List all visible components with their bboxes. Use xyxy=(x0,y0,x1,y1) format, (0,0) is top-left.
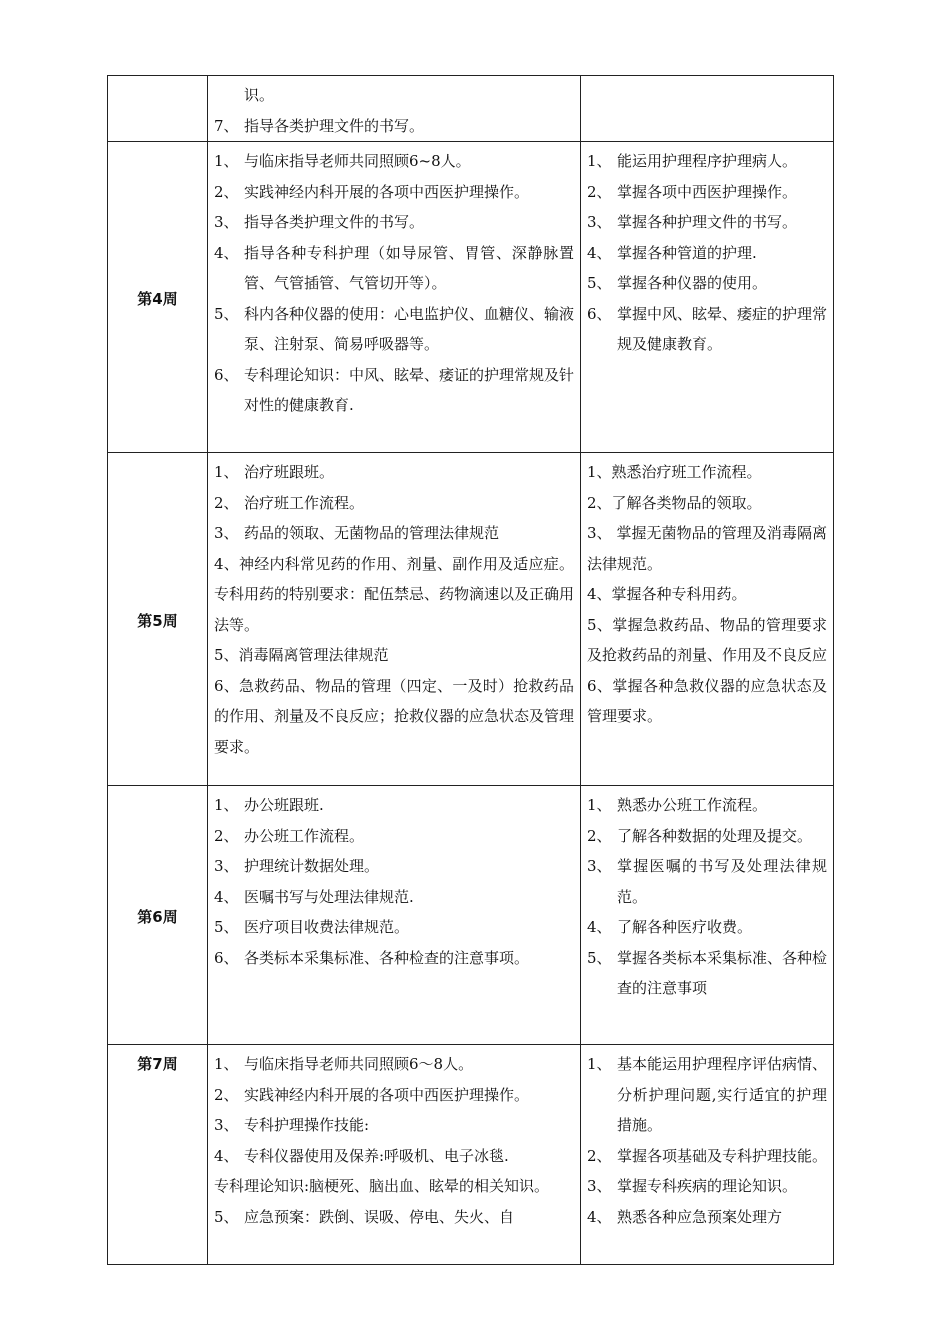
goal-line xyxy=(587,1141,827,1172)
line-text: 护理统计数据处理。 xyxy=(244,857,380,875)
line-number: 3、 xyxy=(214,213,239,231)
goal-cell xyxy=(581,142,834,453)
line-text: 医嘱书写与处理法律规范. xyxy=(244,887,414,906)
goal-cell xyxy=(581,76,834,142)
goal-line xyxy=(587,177,827,208)
goal-line xyxy=(587,268,827,299)
line-text: 科内各种仪器的使用：心电监护仪、血糖仪、输液泵、注射泵、简易呼吸器等。 xyxy=(244,304,575,353)
line-text: 掌握各项基础及专科护理技能。 xyxy=(617,1146,828,1165)
line-text: 掌握医嘱的书写及处理法律规范。 xyxy=(617,857,827,906)
line-number: 1、 xyxy=(214,463,239,481)
line-number: 2、 xyxy=(587,1146,612,1165)
goal-line xyxy=(587,1049,827,1141)
line-text: 了解各种医疗收费。 xyxy=(617,918,753,936)
line-number: 3、 xyxy=(587,857,612,875)
line-number: 1、 xyxy=(587,796,612,814)
line-text: 指导各类护理文件的书写。 xyxy=(244,213,425,231)
line-number: 4、 xyxy=(587,1207,612,1226)
content-line xyxy=(214,1080,574,1111)
goal-line xyxy=(587,610,827,671)
content-line xyxy=(214,821,574,852)
line-text: 办公班跟班. xyxy=(244,796,324,814)
table-row xyxy=(108,76,834,142)
content-cell xyxy=(208,76,581,142)
content-line xyxy=(214,640,574,671)
week-cell xyxy=(108,76,208,142)
content-line xyxy=(214,1171,574,1202)
goal-line xyxy=(587,790,827,821)
line-text: 掌握各种护理文件的书写。 xyxy=(617,213,798,231)
goal-line xyxy=(587,943,827,1004)
line-number: 4、 xyxy=(587,918,612,936)
goal-line xyxy=(587,457,827,488)
content-line xyxy=(214,671,574,763)
goal-cell xyxy=(581,786,834,1045)
line-text: 5、消毒隔离管理法律规范 xyxy=(214,646,389,664)
content-line xyxy=(214,851,574,882)
goal-cell xyxy=(581,453,834,786)
line-number: 3、 xyxy=(214,857,239,875)
line-text: 能运用护理程序护理病人。 xyxy=(617,152,798,170)
goal-line xyxy=(587,1171,827,1202)
line-text: 各类标本采集标准、各种检查的注意事项。 xyxy=(244,948,530,967)
line-text: 指导各种专科护理（如导尿管、胃管、深静脉置管、气管插管、气管切开等）。 xyxy=(244,243,574,292)
line-text: 基本能运用护理程序评估病情、分析护理问题,实行适宜的护理措施。 xyxy=(617,1055,828,1134)
line-text: 药品的领取、无菌物品的管理法律规范 xyxy=(244,524,500,542)
content-cell xyxy=(208,453,581,786)
line-number: 5、 xyxy=(587,274,612,292)
content-cell xyxy=(208,1045,581,1265)
goal-line xyxy=(587,299,827,360)
week-cell: 第7周 xyxy=(108,1045,208,1265)
content-line xyxy=(214,943,574,974)
line-text: 实践神经内科开展的各项中西医护理操作。 xyxy=(244,182,530,201)
content-line xyxy=(214,238,574,299)
line-text: 掌握各种仪器的使用。 xyxy=(617,274,768,292)
goal-line xyxy=(587,851,827,912)
goal-line xyxy=(587,671,827,732)
table-row xyxy=(108,142,834,453)
line-text: 掌握各种管道的护理. xyxy=(617,243,757,262)
line-text: 熟悉各种应急预案处理方 xyxy=(617,1207,783,1226)
line-text: 掌握专科疾病的理论知识。 xyxy=(617,1177,798,1195)
line-text: 指导各类护理文件的书写。 xyxy=(244,116,425,135)
content-line xyxy=(214,360,574,421)
content-line xyxy=(214,207,574,238)
content-line xyxy=(214,882,574,913)
training-plan-table xyxy=(107,75,834,1265)
line-text: 识。 xyxy=(244,86,275,104)
table-row xyxy=(108,1045,834,1265)
line-text: 应急预案：跌倒、误吸、停电、失火、自 xyxy=(244,1207,515,1226)
line-number: 5、 xyxy=(214,1207,239,1226)
table-body xyxy=(108,76,834,1265)
line-number: 6、 xyxy=(214,365,239,384)
line-number: 1、 xyxy=(214,1055,239,1073)
line-number: 5、 xyxy=(214,918,239,936)
content-line xyxy=(214,518,574,549)
line-text: 医疗项目收费法律规范。 xyxy=(244,918,410,936)
table-row xyxy=(108,786,834,1045)
content-line xyxy=(214,790,574,821)
content-line xyxy=(214,912,574,943)
line-number: 6、 xyxy=(214,948,239,967)
line-number: 4、 xyxy=(214,243,239,262)
content-line xyxy=(214,80,574,111)
line-number: 6、 xyxy=(587,304,612,323)
goal-line xyxy=(587,821,827,852)
line-number: 1、 xyxy=(587,152,612,170)
line-text: 掌握各类标本采集标准、各种检查的注意事项 xyxy=(617,948,828,997)
goal-line xyxy=(587,1202,827,1233)
content-line xyxy=(214,146,574,177)
line-number: 2、 xyxy=(214,493,239,512)
goal-line xyxy=(587,579,827,610)
goal-line xyxy=(587,146,827,177)
content-line xyxy=(214,1141,574,1172)
line-number: 2、 xyxy=(587,182,612,201)
line-text: 实践神经内科开展的各项中西医护理操作。 xyxy=(244,1085,530,1104)
line-number xyxy=(214,80,244,111)
goal-cell xyxy=(581,1045,834,1265)
goal-line xyxy=(587,238,827,269)
goal-line xyxy=(587,518,827,579)
line-number: 4、 xyxy=(214,1146,239,1165)
line-number: 2、 xyxy=(214,826,239,845)
line-number: 1、 xyxy=(587,1055,612,1073)
content-line xyxy=(214,549,574,641)
line-text: 6、急救药品、物品的管理（四定、一及时）抢救药品的作用、剂量及不良反应；抢救仪器的应急状态及管理要求。 xyxy=(214,676,575,756)
line-text: 4、神经内科常见药的作用、剂量、副作用及适应症。专科用药的特别要求：配伍禁忌、药物滴速以及正确用法等。 xyxy=(214,554,575,634)
goal-line xyxy=(587,488,827,519)
content-line xyxy=(214,457,574,488)
line-text: 掌握各项中西医护理操作。 xyxy=(617,182,798,201)
line-text: 与临床指导老师共同照顾6~8人。 xyxy=(244,152,471,170)
content-line xyxy=(214,1110,574,1141)
line-text: 办公班工作流程。 xyxy=(244,826,365,845)
line-number: 3、 xyxy=(214,1116,239,1134)
line-text: 4、掌握各种专科用药。 xyxy=(587,585,747,603)
line-number: 2、 xyxy=(214,182,239,201)
content-line xyxy=(214,177,574,208)
line-text: 1、熟悉治疗班工作流程。 xyxy=(587,463,762,481)
line-number: 3、 xyxy=(214,524,239,542)
content-line xyxy=(214,1202,574,1233)
content-line xyxy=(214,111,574,142)
line-text: 5、掌握急救药品、物品的管理要求及抢救药品的剂量、作用及不良反应 xyxy=(587,615,828,664)
line-text: 专科理论知识：中风、眩晕、痿证的护理常规及针对性的健康教育. xyxy=(244,365,575,414)
line-number: 4、 xyxy=(587,243,612,262)
line-text: 了解各种数据的处理及提交。 xyxy=(617,826,813,845)
line-number: 2、 xyxy=(214,1085,239,1104)
week-cell: 第6周 xyxy=(108,786,208,1045)
content-line xyxy=(214,299,574,360)
line-text: 3、 掌握无菌物品的管理及消毒隔离法律规范。 xyxy=(587,524,827,573)
line-number: 5、 xyxy=(214,304,239,323)
line-text: 治疗班工作流程。 xyxy=(244,493,365,512)
line-text: 与临床指导老师共同照顾6～8人。 xyxy=(244,1055,474,1073)
table-row xyxy=(108,453,834,786)
week-cell: 第4周 xyxy=(108,142,208,453)
content-line xyxy=(214,488,574,519)
content-cell xyxy=(208,786,581,1045)
line-text: 治疗班跟班。 xyxy=(244,463,335,481)
line-number: 5、 xyxy=(587,948,612,967)
line-text: 专科理论知识:脑梗死、脑出血、眩晕的相关知识。 xyxy=(214,1177,550,1195)
line-text: 掌握中风、眩晕、痿症的护理常规及健康教育。 xyxy=(617,304,828,353)
line-number: 3、 xyxy=(587,213,612,231)
line-number: 2、 xyxy=(587,826,612,845)
goal-line xyxy=(587,207,827,238)
line-text: 6、掌握各种急救仪器的应急状态及管理要求。 xyxy=(587,676,827,725)
line-number: 7、 xyxy=(214,116,239,135)
content-line xyxy=(214,1049,574,1080)
content-cell xyxy=(208,142,581,453)
line-text: 2、了解各类物品的领取。 xyxy=(587,493,762,512)
line-number: 4、 xyxy=(214,887,239,906)
line-number: 1、 xyxy=(214,152,239,170)
line-text: 熟悉办公班工作流程。 xyxy=(617,796,768,814)
goal-line xyxy=(587,912,827,943)
line-text: 专科护理操作技能: xyxy=(244,1116,370,1134)
line-text: 专科仪器使用及保养:呼吸机、电子冰毯. xyxy=(244,1146,509,1165)
line-number: 3、 xyxy=(587,1177,612,1195)
week-cell: 第5周 xyxy=(108,453,208,786)
line-number: 1、 xyxy=(214,796,239,814)
